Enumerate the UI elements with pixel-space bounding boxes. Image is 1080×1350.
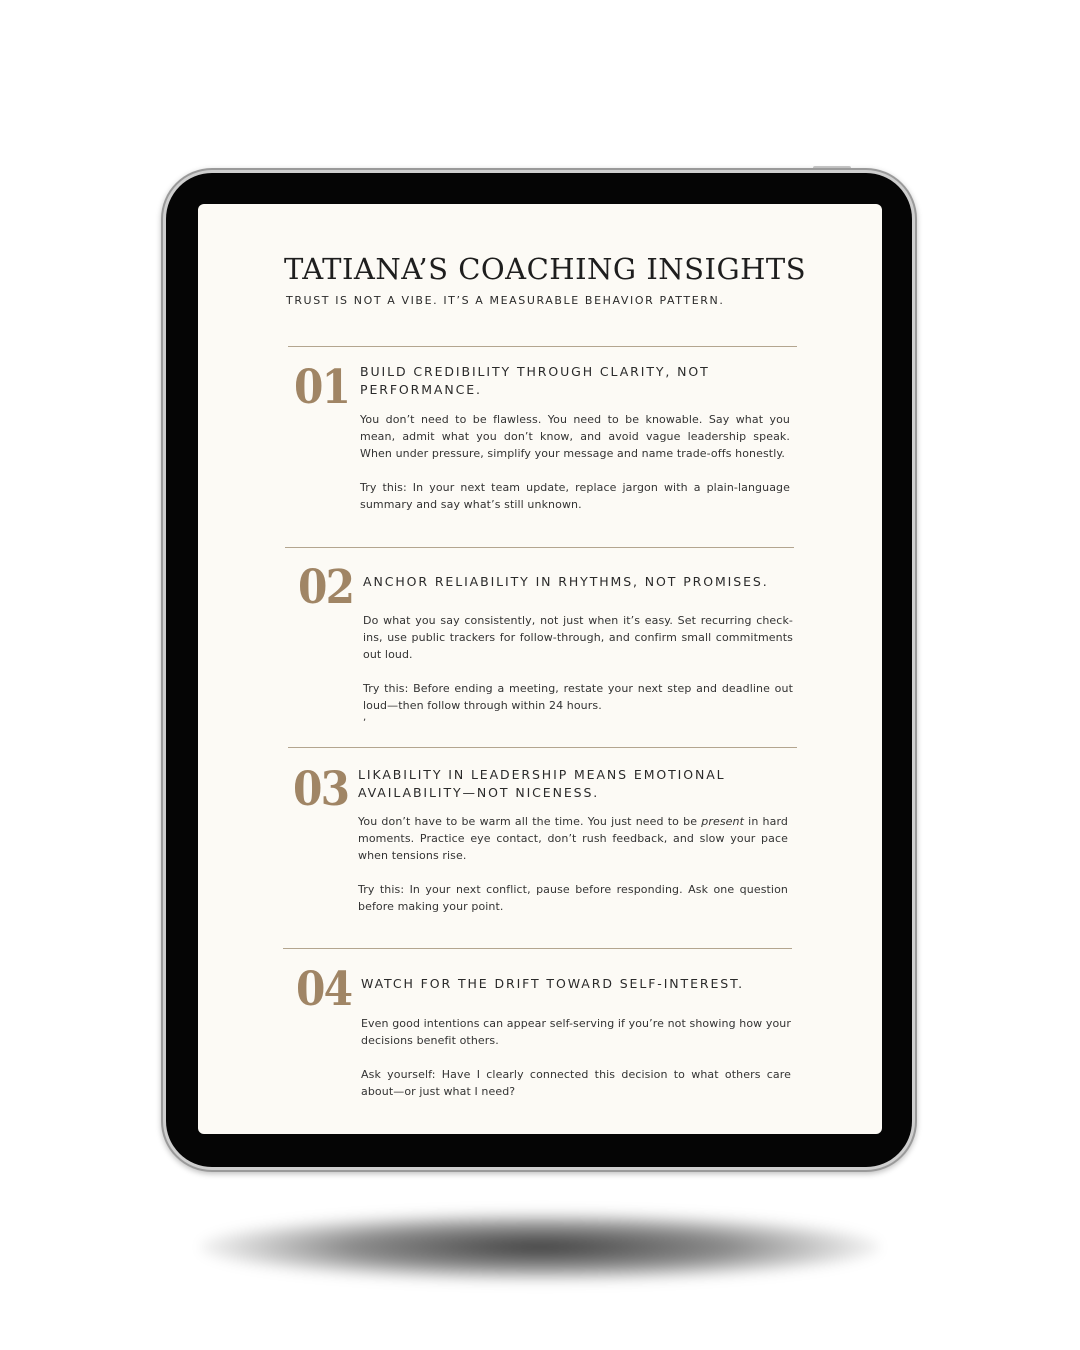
section-tip: Try this: In your next conflict, pause before responding. Ask one question before making your point. (358, 883, 788, 913)
section-body (361, 1015, 791, 1100)
section-divider (288, 747, 797, 748)
section-heading: BUILD CREDIBILITY THROUGH CLARITY, NOT PERFORMANCE. (360, 364, 710, 397)
section-text: You don’t have to be warm all the time. You just need to be present in hard moments. Practice eye contact, don’t rush feedback, and slow your pace when tensions rise. (358, 815, 788, 862)
tablet-floor-shadow (200, 1212, 880, 1282)
section-tip: Try this: In your next team update, replace jargon with a plain-language summary and say what’s still unknown. (360, 481, 790, 511)
section-heading: WATCH FOR THE DRIFT TOWARD SELF-INTEREST. (361, 976, 745, 991)
stray-comma: , (363, 712, 367, 723)
section-body (360, 411, 790, 513)
power-button (813, 166, 851, 170)
volume-button (913, 268, 917, 338)
section-heading: LIKABILITY IN LEADERSHIP MEANS EMOTIONAL AVAILABILITY—NOT NICENESS. (358, 767, 726, 800)
section-tip: Ask yourself: Have I clearly connected this decision to what others care about—or just what I need? (361, 1068, 791, 1098)
section-number: 01 (294, 360, 350, 415)
section-number: 04 (296, 962, 352, 1017)
section-number: 03 (293, 762, 349, 817)
section-text: Do what you say consistently, not just when it’s easy. Set recurring check-ins, use public trackers for follow-through, and confirm small commitments out loud. (363, 614, 793, 661)
section-heading: ANCHOR RELIABILITY IN RHYTHMS, NOT PROMISES. (363, 574, 769, 589)
section-text: You don’t need to be flawless. You need to be knowable. Say what you mean, admit what you don’t know, and avoid vague leadership speak. When under pressure, simplify your message and name trade-offs honestly. (360, 413, 790, 460)
emphasis-present: present (701, 815, 745, 828)
section-body (358, 813, 788, 915)
page-title: TATIANA’S COACHING INSIGHTS (284, 252, 807, 286)
section-number: 02 (298, 560, 354, 615)
section-divider (285, 547, 794, 548)
section-text: Even good intentions can appear self-serving if you’re not showing how your decisions benefit others. (361, 1017, 791, 1047)
section-tip: Try this: Before ending a meeting, restate your next step and deadline out loud—then follow through within 24 hours. (363, 682, 793, 712)
section-divider (288, 346, 797, 347)
page-subtitle: TRUST IS NOT A VIBE. IT’S A MEASURABLE BEHAVIOR PATTERN. (286, 294, 725, 307)
section-divider (283, 948, 792, 949)
section-body (363, 612, 793, 714)
